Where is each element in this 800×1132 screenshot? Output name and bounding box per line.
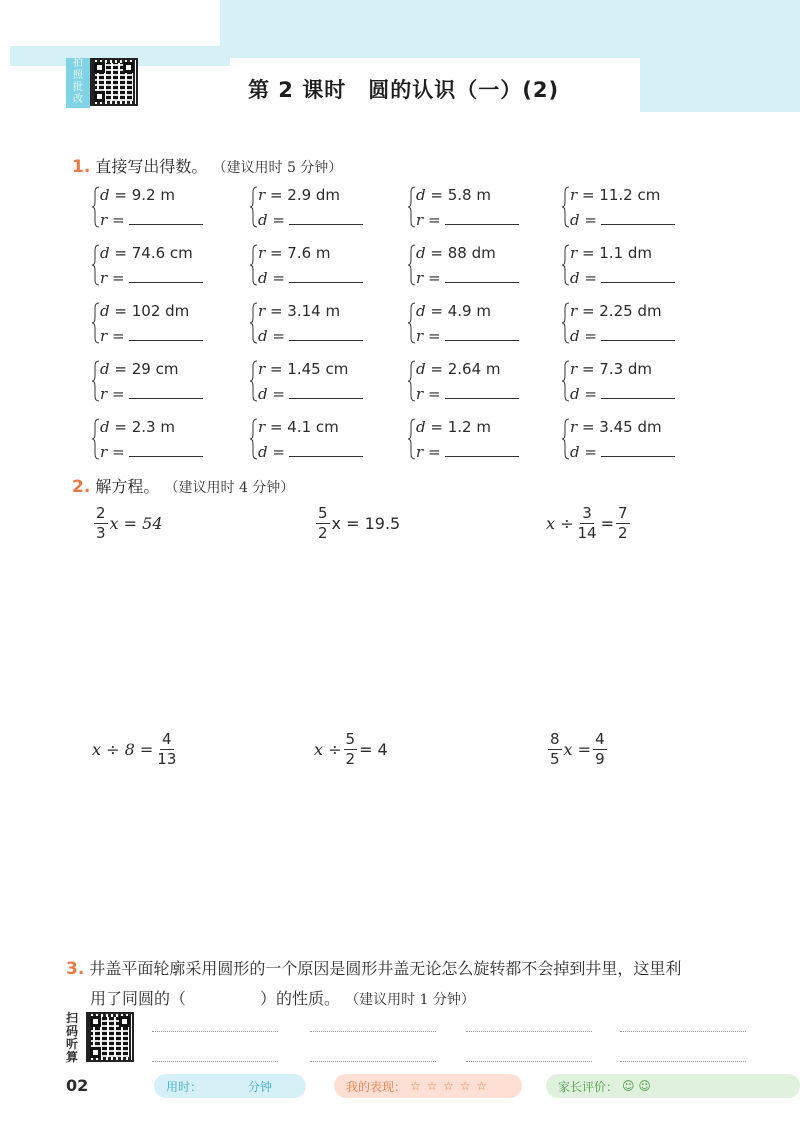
- side-tab-char: 码: [65, 1024, 78, 1038]
- parent-review-pill: [546, 1074, 800, 1098]
- answer-blank[interactable]: [289, 384, 363, 399]
- measurement-item: [408, 416, 548, 464]
- answer-blank[interactable]: [289, 268, 363, 283]
- answer-row: r =: [416, 210, 519, 229]
- measurement-item: [250, 416, 390, 464]
- equation-text: x ÷ 8 =: [92, 740, 154, 759]
- answer-blank[interactable]: [129, 442, 203, 457]
- answer-line[interactable]: [310, 1060, 436, 1062]
- section-3-line-1: [66, 956, 766, 979]
- brace-icon: [92, 244, 100, 286]
- star-rating-icon[interactable]: ☆ ☆ ☆ ☆ ☆: [410, 1079, 489, 1093]
- section-text: 用了同圆的（: [90, 989, 187, 1008]
- side-tab-char: 改: [73, 94, 83, 105]
- side-tab-char: 拍: [73, 58, 83, 69]
- equation-4: [92, 732, 180, 767]
- equation-2: [314, 506, 400, 541]
- answer-line[interactable]: [152, 1060, 278, 1062]
- section-hint: （建议用时 4 分钟）: [164, 480, 295, 496]
- answer-row: d =: [570, 326, 675, 345]
- header-band: [220, 0, 800, 58]
- section-text: 直接写出得数。: [95, 157, 208, 176]
- equation-text: x =: [563, 740, 592, 759]
- answer-blank[interactable]: [601, 442, 675, 457]
- side-tab-char: 听: [65, 1037, 78, 1051]
- equation-3: [546, 506, 632, 541]
- smiley-icon[interactable]: ☺ ☺: [622, 1079, 651, 1093]
- section-3-line-2: [90, 986, 475, 1009]
- brace-icon: [408, 418, 416, 460]
- equation-text: x ÷: [546, 514, 574, 533]
- measurement-item: [92, 300, 232, 348]
- brace-icon: [250, 186, 258, 228]
- brace-icon: [408, 360, 416, 402]
- answer-row: r =: [100, 384, 203, 403]
- side-tab-char: 算: [65, 1050, 78, 1064]
- section-number: 3.: [66, 959, 85, 979]
- given-value: d = 29 cm: [100, 360, 179, 378]
- brace-icon: [92, 186, 100, 228]
- given-value: d = 2.3 m: [100, 418, 175, 436]
- answer-blank[interactable]: [445, 268, 519, 283]
- measurement-item: [250, 358, 390, 406]
- answer-blank[interactable]: [601, 326, 675, 341]
- section-number: 2.: [72, 477, 91, 497]
- measurement-item: [92, 184, 232, 232]
- answer-blank[interactable]: [445, 210, 519, 225]
- brace-icon: [562, 244, 570, 286]
- measurement-item: [562, 416, 702, 464]
- equation-text: = 4: [359, 740, 388, 759]
- brace-icon: [250, 360, 258, 402]
- measurement-item: [408, 184, 548, 232]
- answer-blank[interactable]: [445, 384, 519, 399]
- section-2-heading: [72, 474, 294, 497]
- answer-row: r =: [100, 268, 203, 287]
- performance-pill: [334, 1074, 522, 1098]
- answer-row: r =: [416, 326, 519, 345]
- answer-blank[interactable]: [129, 210, 203, 225]
- photo-correct-tab: [66, 58, 90, 108]
- answer-row: d =: [258, 326, 363, 345]
- answer-row: r =: [100, 210, 203, 229]
- given-value: r = 2.25 dm: [570, 302, 662, 320]
- answer-line[interactable]: [466, 1060, 592, 1062]
- answer-blank[interactable]: [445, 326, 519, 341]
- section-number: 1.: [72, 157, 91, 177]
- section-text: ）的性质。: [260, 989, 341, 1008]
- section-hint: （建议用时 5 分钟）: [212, 160, 343, 176]
- measurement-item: [562, 242, 702, 290]
- brace-icon: [92, 360, 100, 402]
- measurement-item: [92, 416, 232, 464]
- brace-icon: [92, 418, 100, 460]
- fraction: $\frac{5}{2}$: [318, 504, 328, 542]
- equation-5: [314, 732, 388, 767]
- measurement-item: [408, 242, 548, 290]
- brace-icon: [562, 418, 570, 460]
- equals-sign: =: [600, 514, 615, 533]
- equation-1: [92, 506, 163, 541]
- given-value: d = 9.2 m: [100, 186, 175, 204]
- given-value: r = 1.45 cm: [258, 360, 349, 378]
- given-value: r = 7.3 dm: [570, 360, 653, 378]
- given-value: r = 2.9 dm: [258, 186, 341, 204]
- answer-line[interactable]: [620, 1030, 746, 1032]
- time-unit: 分钟: [248, 1079, 273, 1094]
- measurement-item: [408, 358, 548, 406]
- parent-label: 家长评价：: [558, 1079, 619, 1094]
- answer-row: r =: [416, 268, 519, 287]
- measurement-item: [250, 184, 390, 232]
- section-hint: （建议用时 1 分钟）: [345, 992, 475, 1008]
- given-value: d = 4.9 m: [416, 302, 491, 320]
- measurement-item: [408, 300, 548, 348]
- fraction: $\frac{7}{2}$: [618, 504, 628, 542]
- answer-row: r =: [416, 442, 519, 461]
- answer-blank[interactable]: [129, 384, 203, 399]
- fraction: $\frac{5}{2}$: [345, 730, 356, 768]
- answer-row: d =: [258, 268, 363, 287]
- equation-text: x = 54: [109, 514, 163, 533]
- answer-blank[interactable]: [129, 326, 203, 341]
- header-band-right: [640, 58, 800, 112]
- answer-blank[interactable]: [129, 268, 203, 283]
- equation-text: x ÷: [314, 740, 342, 759]
- answer-blank[interactable]: [289, 326, 363, 341]
- answer-row: d =: [258, 210, 363, 229]
- scan-listen-tab: [62, 1012, 82, 1064]
- section-1-heading: [72, 154, 342, 177]
- answer-line[interactable]: [620, 1060, 746, 1062]
- fraction: $\frac{3}{14}$: [577, 504, 597, 542]
- performance-label: 我的表现：: [346, 1079, 407, 1094]
- given-value: r = 3.14 m: [258, 302, 341, 320]
- answer-row: d =: [570, 384, 675, 403]
- side-tab-char: 照: [73, 70, 83, 81]
- given-value: r = 4.1 cm: [258, 418, 339, 436]
- page-title: 第 2 课时 圆的认识（一）(2): [248, 78, 560, 102]
- qr-code-icon[interactable]: [90, 58, 138, 106]
- measurement-item: [92, 242, 232, 290]
- answer-row: d =: [258, 442, 363, 461]
- measurement-item: [562, 358, 702, 406]
- answer-row: d =: [570, 210, 675, 229]
- brace-icon: [562, 302, 570, 344]
- equation-text: x = 19.5: [331, 514, 401, 533]
- equation-6: [546, 732, 609, 767]
- answer-line[interactable]: [310, 1030, 436, 1032]
- given-value: r = 1.1 dm: [570, 244, 653, 262]
- measurement-item: [562, 184, 702, 232]
- time-label: 用时：: [166, 1079, 203, 1094]
- answer-row: r =: [100, 326, 203, 345]
- brace-icon: [562, 186, 570, 228]
- given-value: d = 102 dm: [100, 302, 190, 320]
- measurement-item: [250, 300, 390, 348]
- fraction: $\frac{4}{9}$: [595, 730, 605, 768]
- answer-line[interactable]: [466, 1030, 592, 1032]
- given-value: d = 1.2 m: [416, 418, 491, 436]
- answer-blank[interactable]: [289, 210, 363, 225]
- page-number: 02: [66, 1076, 89, 1095]
- answer-blank[interactable]: [289, 442, 363, 457]
- fraction: $\frac{8}{5}$: [550, 730, 560, 768]
- measurement-item: [250, 242, 390, 290]
- brace-icon: [250, 418, 258, 460]
- given-value: r = 7.6 m: [258, 244, 331, 262]
- measurement-item: [562, 300, 702, 348]
- answer-blank[interactable]: [601, 384, 675, 399]
- brace-icon: [408, 244, 416, 286]
- measurement-item: [92, 358, 232, 406]
- brace-icon: [92, 302, 100, 344]
- brace-icon: [408, 302, 416, 344]
- answer-row: r =: [416, 384, 519, 403]
- given-value: d = 88 dm: [416, 244, 496, 262]
- answer-row: d =: [570, 268, 675, 287]
- fraction: $\frac{4}{13}$: [157, 730, 177, 768]
- brace-icon: [562, 360, 570, 402]
- answer-line[interactable]: [152, 1030, 278, 1032]
- given-value: d = 74.6 cm: [100, 244, 193, 262]
- answer-row: r =: [100, 442, 203, 461]
- qr-code-icon[interactable]: [86, 1012, 134, 1062]
- side-tab-char: 批: [73, 82, 83, 93]
- given-value: r = 11.2 cm: [570, 186, 661, 204]
- answer-row: d =: [570, 442, 675, 461]
- given-value: d = 2.64 m: [416, 360, 501, 378]
- brace-icon: [250, 244, 258, 286]
- given-value: r = 3.45 dm: [570, 418, 662, 436]
- answer-blank[interactable]: [601, 268, 675, 283]
- section-text: 井盖平面轮廓采用圆形的一个原因是圆形井盖无论怎么旋转都不会掉到井里，这里利: [89, 959, 682, 978]
- fraction: $\frac{2}{3}$: [96, 504, 106, 542]
- answer-blank[interactable]: [601, 210, 675, 225]
- time-used-pill: [154, 1074, 306, 1098]
- section-text: 解方程。: [95, 477, 160, 496]
- given-value: d = 5.8 m: [416, 186, 491, 204]
- answer-blank[interactable]: [445, 442, 519, 457]
- brace-icon: [408, 186, 416, 228]
- answer-row: d =: [258, 384, 363, 403]
- side-tab-char: 扫: [65, 1011, 78, 1025]
- brace-icon: [250, 302, 258, 344]
